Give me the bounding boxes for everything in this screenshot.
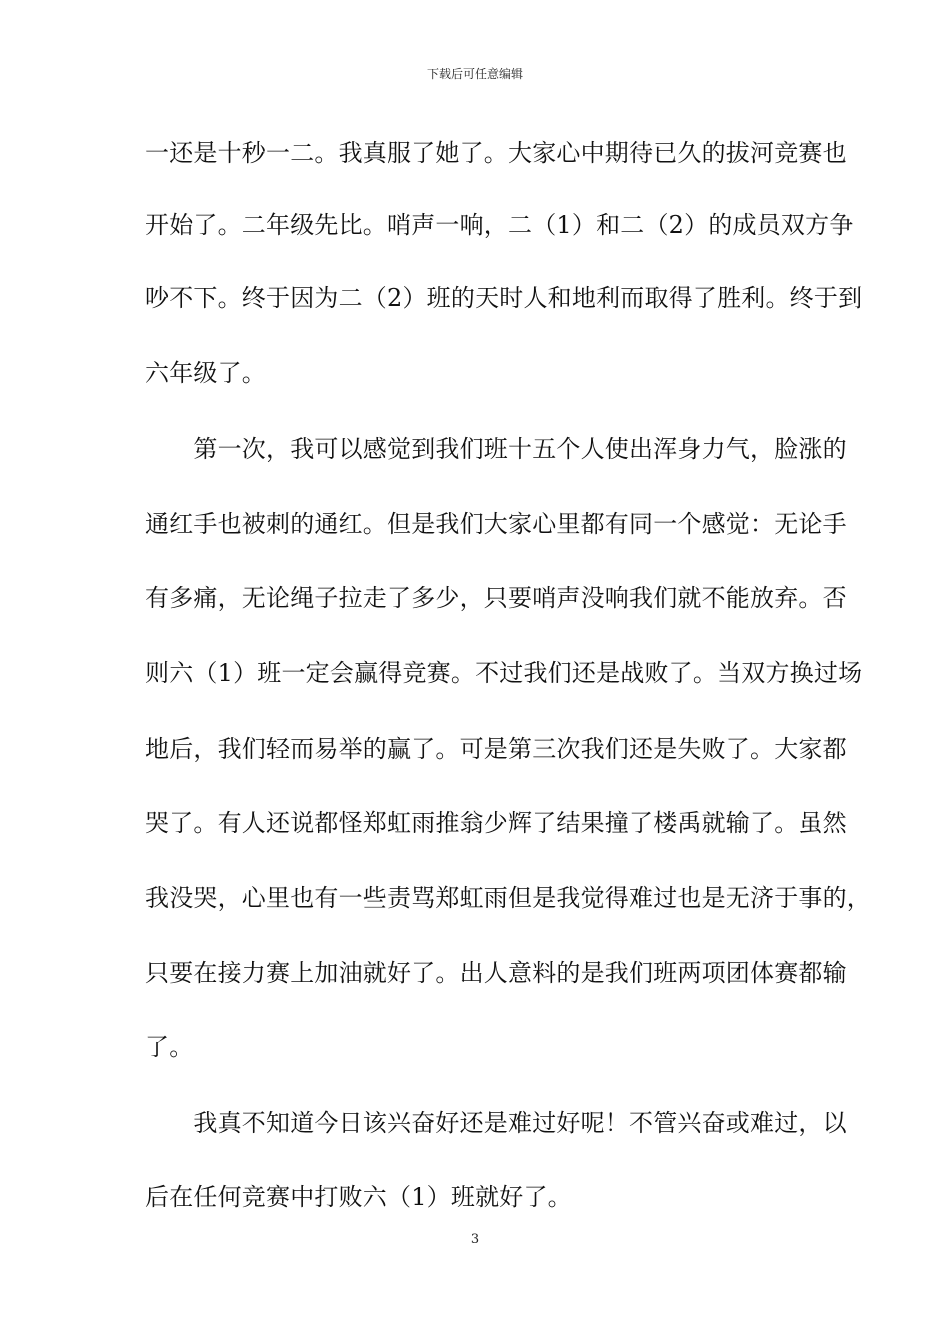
body-line: 一还是十秒一二。我真服了她了。大家心中期待已久的拔河竞赛也 xyxy=(145,139,847,167)
body-line: 只要在接力赛上加油就好了。出人意料的是我们班两项团体赛都输 xyxy=(145,959,847,987)
body-line: 开始了。二年级先比。哨声一响，二（1）和二（2）的成员双方争 xyxy=(145,211,854,239)
page-header: 下载后可任意编辑 xyxy=(426,67,523,81)
body-line: 吵不下。终于因为二（2）班的天时人和地利而取得了胜利。终于到 xyxy=(145,284,863,312)
body-line: 后在任何竞赛中打败六（1）班就好了。 xyxy=(145,1183,572,1211)
body-line: 我没哭，心里也有一些责骂郑虹雨但是我觉得难过也是无济于事的， xyxy=(145,884,871,912)
body-line: 有多痛，无论绳子拉走了多少，只要哨声没响我们就不能放弃。否 xyxy=(145,584,847,612)
body-line: 通红手也被刺的通红。但是我们大家心里都有同一个感觉：无论手 xyxy=(145,510,847,538)
body-line: 地后，我们轻而易举的赢了。可是第三次我们还是失败了。大家都 xyxy=(145,735,847,763)
body-line: 哭了。有人还说都怪郑虹雨推翁少辉了结果撞了楼禹就输了。虽然 xyxy=(145,809,847,837)
body-line: 第一次，我可以感觉到我们班十五个人使出浑身力气，脸涨的 xyxy=(145,435,847,463)
body-line: 了。 xyxy=(145,1033,194,1061)
body-line: 六年级了。 xyxy=(145,359,266,387)
page-number: 3 xyxy=(470,1232,480,1247)
body-line: 则六（1）班一定会赢得竞赛。不过我们还是战败了。当双方换过场 xyxy=(145,659,863,687)
body-line: 我真不知道今日该兴奋好还是难过好呢！不管兴奋或难过，以 xyxy=(145,1109,847,1137)
